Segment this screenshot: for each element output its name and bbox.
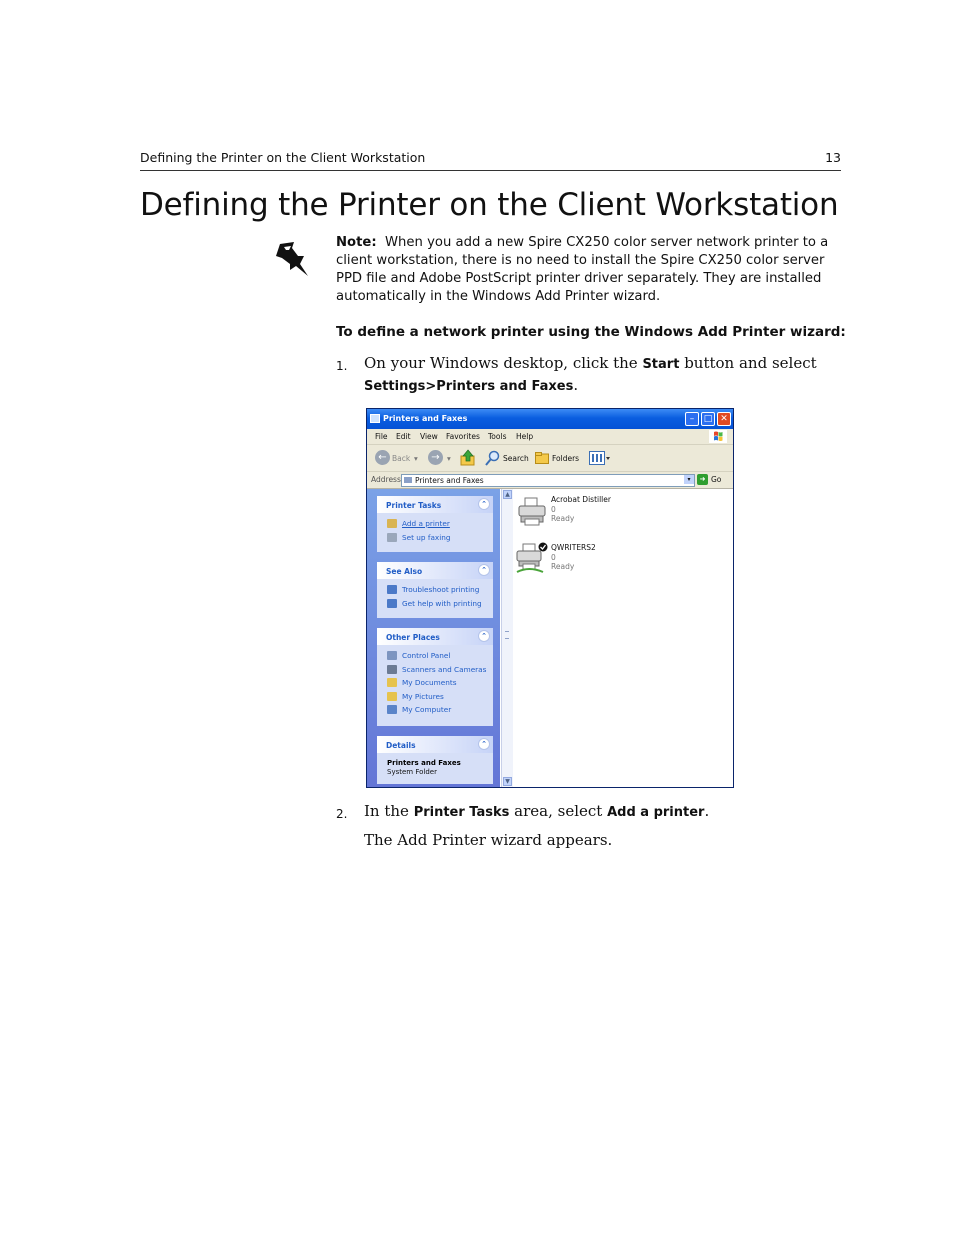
- printers-and-faxes-window: [366, 408, 734, 788]
- scanners-cameras-link[interactable]: Scanners and Cameras: [402, 664, 487, 674]
- address-bar: [367, 472, 733, 489]
- details-title: Details: [386, 741, 416, 750]
- page-title: Defining the Printer on the Client Workstation: [140, 187, 839, 223]
- ui-start: Start: [642, 357, 680, 372]
- task-pane: [367, 489, 500, 787]
- help-icon: [387, 585, 397, 594]
- back-arrow-icon[interactable]: ←: [375, 450, 390, 465]
- step-text-part: On your Windows desktop, click the: [364, 354, 643, 372]
- link-my-documents[interactable]: [377, 676, 493, 690]
- menu-bar: [367, 429, 733, 445]
- windows-flag-icon: [709, 430, 727, 443]
- camera-icon: [387, 665, 397, 674]
- add-printer-icon: [387, 519, 397, 528]
- minimize-button[interactable]: –: [685, 412, 699, 426]
- step-number: 2.: [336, 807, 348, 821]
- printer-tasks-header[interactable]: [377, 496, 493, 513]
- search-button-label[interactable]: Search: [503, 454, 529, 463]
- maximize-button[interactable]: □: [701, 412, 715, 426]
- menu-help[interactable]: Help: [516, 432, 534, 441]
- folders-button-label[interactable]: Folders: [552, 454, 580, 463]
- task-add-printer[interactable]: [377, 517, 493, 531]
- printer-folder-icon: [370, 414, 380, 423]
- control-panel-icon: [387, 651, 397, 660]
- menu-edit[interactable]: Edit: [396, 432, 411, 441]
- address-dropdown-icon[interactable]: ▾: [684, 475, 694, 484]
- link-my-computer[interactable]: [377, 703, 493, 717]
- link-scanners-cameras[interactable]: [377, 663, 493, 677]
- back-dropdown-icon[interactable]: ▾: [414, 454, 418, 463]
- step-text: [364, 801, 844, 823]
- go-button[interactable]: [697, 474, 725, 485]
- printer-name: QWRITERS2: [551, 543, 596, 552]
- get-help-printing-link[interactable]: Get help with printing: [402, 598, 482, 608]
- printer-item-acrobat-distiller[interactable]: [551, 495, 611, 524]
- control-panel-link[interactable]: Control Panel: [402, 651, 451, 660]
- up-folder-icon[interactable]: [460, 449, 476, 466]
- pushpin-icon: [272, 238, 312, 282]
- note: [336, 234, 842, 306]
- my-computer-link[interactable]: My Computer: [402, 705, 452, 714]
- address-label: Address: [371, 475, 401, 484]
- default-network-printer-icon[interactable]: [515, 542, 551, 576]
- printer-tasks-panel: [377, 496, 493, 552]
- search-icon[interactable]: [485, 450, 500, 466]
- printer-jobs: 0: [551, 504, 556, 514]
- documents-folder-icon: [387, 678, 397, 687]
- other-places-header[interactable]: [377, 628, 493, 645]
- menu-favorites[interactable]: Favorites: [446, 432, 480, 441]
- window-title: Printers and Faxes: [383, 414, 468, 423]
- running-head-title: Defining the Printer on the Client Workstation: [140, 150, 426, 165]
- address-value: Printers and Faxes: [415, 476, 484, 485]
- printer-icon[interactable]: [517, 497, 547, 527]
- task-pane-scrollbar[interactable]: [501, 489, 513, 787]
- step-text-part: area, select: [509, 802, 608, 820]
- step-text-part: In the: [364, 802, 414, 820]
- procedure-heading: To define a network printer using the Windows Add Printer wizard:: [336, 324, 846, 340]
- forward-arrow-icon[interactable]: →: [428, 450, 443, 465]
- menu-file[interactable]: File: [375, 432, 388, 441]
- see-also-header[interactable]: [377, 562, 493, 579]
- forward-dropdown-icon[interactable]: ▾: [447, 454, 451, 463]
- set-up-faxing-link[interactable]: Set up faxing: [402, 532, 451, 542]
- add-printer-link[interactable]: Add a printer: [402, 519, 450, 528]
- note-text: When you add a new Spire CX250 color server network printer to a client workstation, there is no need to install the Spire CX250 color server PPD file and Adobe PostScript printer driver separately. They are installed automatically in the Windows Add Printer wizard.: [336, 235, 829, 304]
- close-button[interactable]: ✕: [717, 412, 731, 426]
- see-also-panel: [377, 562, 493, 618]
- my-pictures-link[interactable]: My Pictures: [402, 691, 444, 701]
- link-my-pictures[interactable]: [377, 690, 493, 704]
- ui-path: Settings>Printers and Faxes: [364, 379, 574, 394]
- printer-item-qwriters2[interactable]: [551, 543, 596, 572]
- step-number: 1.: [336, 359, 348, 373]
- ui-add-printer: Add a printer: [607, 805, 705, 820]
- collapse-chevron-icon[interactable]: ⌃: [478, 564, 490, 576]
- my-documents-link[interactable]: My Documents: [402, 678, 457, 687]
- folders-icon[interactable]: [535, 452, 549, 464]
- go-label: Go: [711, 475, 722, 484]
- go-arrow-icon: ➜: [697, 474, 708, 485]
- menu-tools[interactable]: Tools: [488, 432, 507, 441]
- printer-name: Acrobat Distiller: [551, 495, 611, 504]
- link-troubleshoot-printing[interactable]: [377, 583, 493, 597]
- step-text-part: .: [573, 376, 579, 394]
- link-get-help-printing[interactable]: [377, 597, 493, 611]
- step-text: [364, 353, 844, 397]
- note-label: Note:: [336, 235, 377, 250]
- help-icon: [387, 599, 397, 608]
- printer-jobs: 0: [551, 552, 556, 562]
- other-places-panel: [377, 628, 493, 726]
- page-number: 13: [825, 150, 841, 165]
- scroll-up-icon[interactable]: ▲: [503, 490, 512, 499]
- scroll-down-icon[interactable]: ▼: [503, 777, 512, 786]
- collapse-chevron-icon[interactable]: ⌃: [478, 630, 490, 642]
- ui-printer-tasks: Printer Tasks: [413, 805, 510, 820]
- see-also-title: See Also: [386, 567, 423, 576]
- printer-status: Ready: [551, 562, 575, 571]
- step-text-part: button and select: [679, 354, 817, 372]
- details-header[interactable]: [377, 736, 493, 753]
- printer-status: Ready: [551, 514, 575, 523]
- title-bar: [367, 409, 733, 429]
- printer-tasks-title: Printer Tasks: [386, 501, 442, 510]
- address-folder-icon: [404, 477, 412, 483]
- menu-view[interactable]: View: [420, 432, 438, 441]
- toolbar: [367, 445, 733, 472]
- address-input[interactable]: [401, 474, 695, 487]
- scroll-grip[interactable]: [505, 631, 509, 639]
- back-button-label: Back: [392, 454, 411, 463]
- step-text-part: .: [704, 802, 710, 820]
- collapse-chevron-icon[interactable]: ⌃: [478, 498, 490, 510]
- other-places-title: Other Places: [386, 633, 440, 642]
- running-head: [140, 150, 841, 171]
- computer-icon: [387, 705, 397, 714]
- details-panel: [377, 736, 493, 784]
- pictures-folder-icon: [387, 692, 397, 701]
- fax-icon: [387, 533, 397, 542]
- details-name: Printers and Faxes: [387, 759, 461, 767]
- link-control-panel[interactable]: [377, 649, 493, 663]
- troubleshoot-printing-link[interactable]: Troubleshoot printing: [402, 585, 480, 594]
- collapse-chevron-icon[interactable]: ⌃: [478, 738, 490, 750]
- printer-list: [513, 489, 733, 787]
- details-type: System Folder: [387, 768, 437, 776]
- task-set-up-faxing[interactable]: [377, 531, 493, 545]
- views-icon[interactable]: [589, 451, 611, 465]
- result-text: The Add Printer wizard appears.: [364, 831, 613, 849]
